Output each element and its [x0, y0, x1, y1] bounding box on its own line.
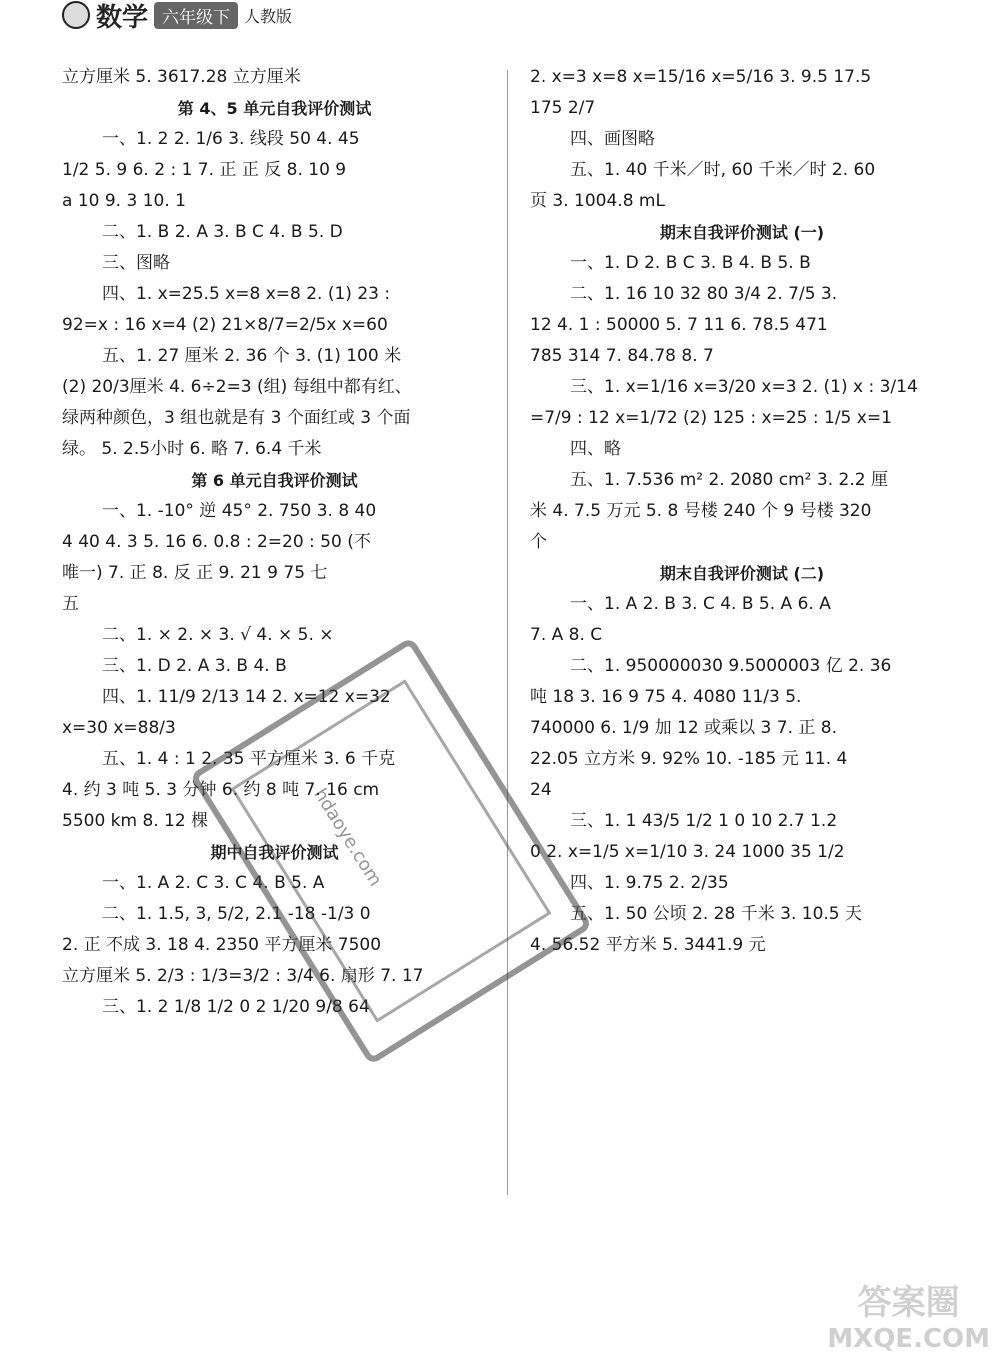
answer-line: 五、1. 4 : 1 2. 35 平方厘米 3. 6 千克: [102, 749, 396, 769]
answer-line: 4 40 4. 3 5. 16 6. 0.8 : 2=20 : 50 (不: [62, 532, 371, 552]
answer-line: 个: [530, 532, 547, 552]
section-heading: 期中自我评价测试: [210, 843, 339, 862]
answer-line: 米 4. 7.5 万元 5. 8 号楼 240 个 9 号楼 320: [530, 501, 872, 521]
answer-line: 立方厘米 5. 3617.28 立方厘米: [62, 67, 301, 87]
answer-line: 二、1. × 2. × 3. √ 4. × 5. ×: [102, 625, 334, 645]
footer-logo-text: 答案圈: [857, 1283, 960, 1323]
grade-badge: 六年级下: [154, 2, 238, 29]
publisher-label: 人教版: [244, 6, 293, 26]
answer-line: 二、1. 16 10 32 80 3/4 2. 7/5 3.: [570, 284, 838, 304]
answer-line: 吨 18 3. 16 9 75 4. 4080 11/3 5.: [530, 687, 802, 707]
answer-line: 92=x : 16 x=4 (2) 21×8/7=2/5x x=60: [62, 315, 388, 335]
answer-line: 五、1. 7.536 m² 2. 2080 cm² 3. 2.2 厘: [570, 470, 888, 490]
right-column: [530, 62, 954, 961]
answer-line: 22.05 立方米 9. 92% 10. -185 元 11. 4: [530, 749, 848, 769]
answer-line: 一、1. A 2. C 3. C 4. B 5. A: [102, 873, 325, 893]
answer-line: 2. 正 不成 3. 18 4. 2350 平方厘米 7500: [62, 935, 382, 955]
answer-line: x=30 x=88/3: [62, 718, 176, 738]
column-divider: [507, 70, 508, 1195]
section-heading: 期末自我评价测试 (二): [659, 564, 825, 583]
answer-line: 一、1. D 2. B C 3. B 4. B 5. B: [570, 253, 811, 273]
answer-line: 三、1. 1 43/5 1/2 1 0 10 2.7 1.2: [570, 811, 838, 831]
answer-line: 页 3. 1004.8 mL: [530, 191, 665, 211]
answer-line: 三、图略: [102, 253, 170, 273]
section-heading: 第 6 单元自我评价测试: [191, 471, 358, 490]
answer-line: 12 4. 1 : 50000 5. 7 11 6. 78.5 471: [530, 315, 828, 335]
section-heading: 第 4、5 单元自我评价测试: [177, 99, 372, 118]
answer-line: 7. A 8. C: [530, 625, 603, 645]
watermark-url: hdaoye.com: [309, 784, 386, 890]
footer-watermark-logo: [827, 1285, 990, 1357]
answer-line: 四、1. 9.75 2. 2/35: [570, 873, 729, 893]
answer-line: 4. 56.52 平方米 5. 3441.9 元: [530, 935, 766, 955]
answer-line: 五、1. 50 公顷 2. 28 千米 3. 10.5 天: [570, 904, 863, 924]
answer-line: 四、画图略: [570, 129, 655, 149]
answer-line: a 10 9. 3 10. 1: [62, 191, 186, 211]
section-heading: 期末自我评价测试 (一): [659, 223, 825, 242]
answer-line: 5500 km 8. 12 棵: [62, 811, 209, 831]
answer-line: 四、1. x=25.5 x=8 x=8 2. (1) 23 :: [102, 284, 391, 304]
answer-line: 四、1. 11/9 2/13 14 2. x=12 x=32: [102, 687, 391, 707]
answer-line: 三、1. 2 1/8 1/2 0 2 1/20 9/8 64: [102, 997, 370, 1017]
book-title: 数学: [96, 2, 149, 33]
answer-line: 一、1. A 2. B 3. C 4. B 5. A 6. A: [570, 594, 831, 614]
answer-line: 一、1. 2 2. 1/6 3. 线段 50 4. 45: [102, 129, 360, 149]
book-logo-icon: [62, 1, 90, 29]
answer-line: 二、1. 1.5, 3, 5/2, 2.1 -18 -1/3 0: [102, 904, 371, 924]
answer-line: 一、1. -10° 逆 45° 2. 750 3. 8 40: [102, 501, 377, 521]
answer-line: =7/9 : 12 x=1/72 (2) 125 : x=25 : 1/5 x=1: [530, 408, 892, 428]
answer-line: 4. 约 3 吨 5. 3 分钟 6. 约 8 吨 7. 16 cm: [62, 780, 380, 800]
answer-line: 三、1. D 2. A 3. B 4. B: [102, 656, 287, 676]
answer-line: 绿两种颜色，3 组也就是有 3 个面红或 3 个面: [62, 408, 411, 428]
answer-line: 740000 6. 1/9 加 12 或乘以 3 7. 正 8.: [530, 718, 837, 738]
answer-line: 三、1. x=1/16 x=3/20 x=3 2. (1) x : 3/14: [570, 377, 918, 397]
answer-line: 五、1. 27 厘米 2. 36 个 3. (1) 100 米: [102, 346, 402, 366]
answer-line: (2) 20/3厘米 4. 6÷2=3 (组) 每组中都有红、: [62, 377, 412, 397]
answer-line: 二、1. 950000030 9.5000003 亿 2. 36: [570, 656, 892, 676]
footer-logo-url: MXQE.COM: [827, 1324, 990, 1354]
answer-line: 2. x=3 x=8 x=15/16 x=5/16 3. 9.5 17.5: [530, 67, 872, 87]
answer-line: 175 2/7: [530, 98, 596, 118]
answer-line: 五: [62, 594, 79, 614]
answer-line: 0 2. x=1/5 x=1/10 3. 24 1000 35 1/2: [530, 842, 845, 862]
answer-line: 唯一) 7. 正 8. 反 正 9. 21 9 75 七: [62, 563, 328, 583]
answer-line: 二、1. B 2. A 3. B C 4. B 5. D: [102, 222, 343, 242]
answer-line: 绿。 5. 2.5小时 6. 略 7. 6.4 千米: [62, 439, 322, 459]
answer-line: 四、略: [570, 439, 621, 459]
book-header: [62, 0, 293, 33]
answer-line: 五、1. 40 千米／时, 60 千米／时 2. 60: [570, 160, 876, 180]
answer-line: 785 314 7. 84.78 8. 7: [530, 346, 714, 366]
answer-line: 立方厘米 5. 2/3 : 1/3=3/2 : 3/4 6. 扇形 7. 17: [62, 966, 424, 986]
answer-line: 1/2 5. 9 6. 2 : 1 7. 正 正 反 8. 10 9: [62, 160, 347, 180]
answer-line: 24: [530, 780, 552, 800]
